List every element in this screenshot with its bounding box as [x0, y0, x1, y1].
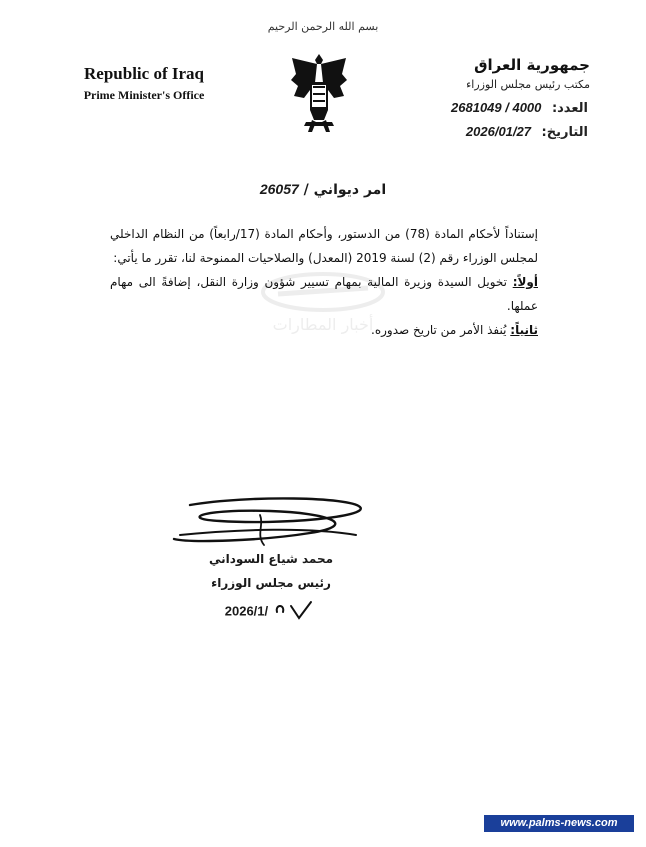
document-date-value: 2026/01/27 [465, 124, 531, 139]
document-date-label: التاريخ: [541, 125, 588, 140]
document-date-row [348, 124, 588, 140]
decree-body [110, 222, 538, 342]
signature-block [196, 552, 346, 622]
signatory-name: محمد شياع السوداني [208, 552, 334, 566]
document-number-value: 2681049 / 4000 [451, 100, 542, 115]
watermark-text: أخبار المطارات [272, 315, 374, 334]
item-2-label: ثانياً: [510, 323, 538, 337]
preamble-paragraph: إستناداً لأحكام المادة (78) من الدستور، وأحكام المادة (17/رابعاً) من النظام الداخلي لمجلس الوزراء رقم (2) لسنة 2019 (المعدل) والصلاحيات الممنوحة لنا، تقرر ما يأتي: [110, 227, 539, 265]
document-number-label: العدد: [551, 101, 588, 116]
document-number-row [348, 100, 588, 116]
signature-date-row [196, 600, 346, 622]
item-1-label: أولاً: [512, 275, 538, 289]
decree-item-1 [110, 270, 538, 318]
item-2-text: يُنفذ الأمر من تاريخ صدوره. [371, 323, 507, 337]
decree-title [200, 181, 446, 198]
item-1-text: تخويل السيدة وزيرة المالية بمهام تسيير شؤون وزارة النقل، إضافةً الى مهام عملها. [110, 275, 538, 313]
arabic-title: جمهورية العراق [474, 56, 590, 74]
decree-number: 26057 [259, 181, 299, 197]
arabic-subtitle: مكتب رئيس مجلس الوزراء [466, 78, 590, 91]
signatory-role: رئيس مجلس الوزراء [211, 576, 331, 590]
english-subtitle: Prime Minister's Office [83, 88, 205, 102]
decree-title-text: امر ديواني / [303, 182, 387, 198]
english-header [44, 64, 244, 103]
signature-date: 2026/1/ [224, 603, 269, 619]
arabic-header [390, 56, 590, 91]
footer-url-banner: www.palms-news.com [484, 815, 634, 832]
english-title: Republic of Iraq [84, 64, 204, 83]
handwritten-day-mark [273, 600, 317, 622]
eagle-emblem-icon [290, 52, 348, 134]
basmala-text: بسم الله الرحمن الرحيم [267, 20, 379, 33]
handwritten-signature [160, 495, 380, 555]
decree-item-2 [110, 318, 538, 342]
